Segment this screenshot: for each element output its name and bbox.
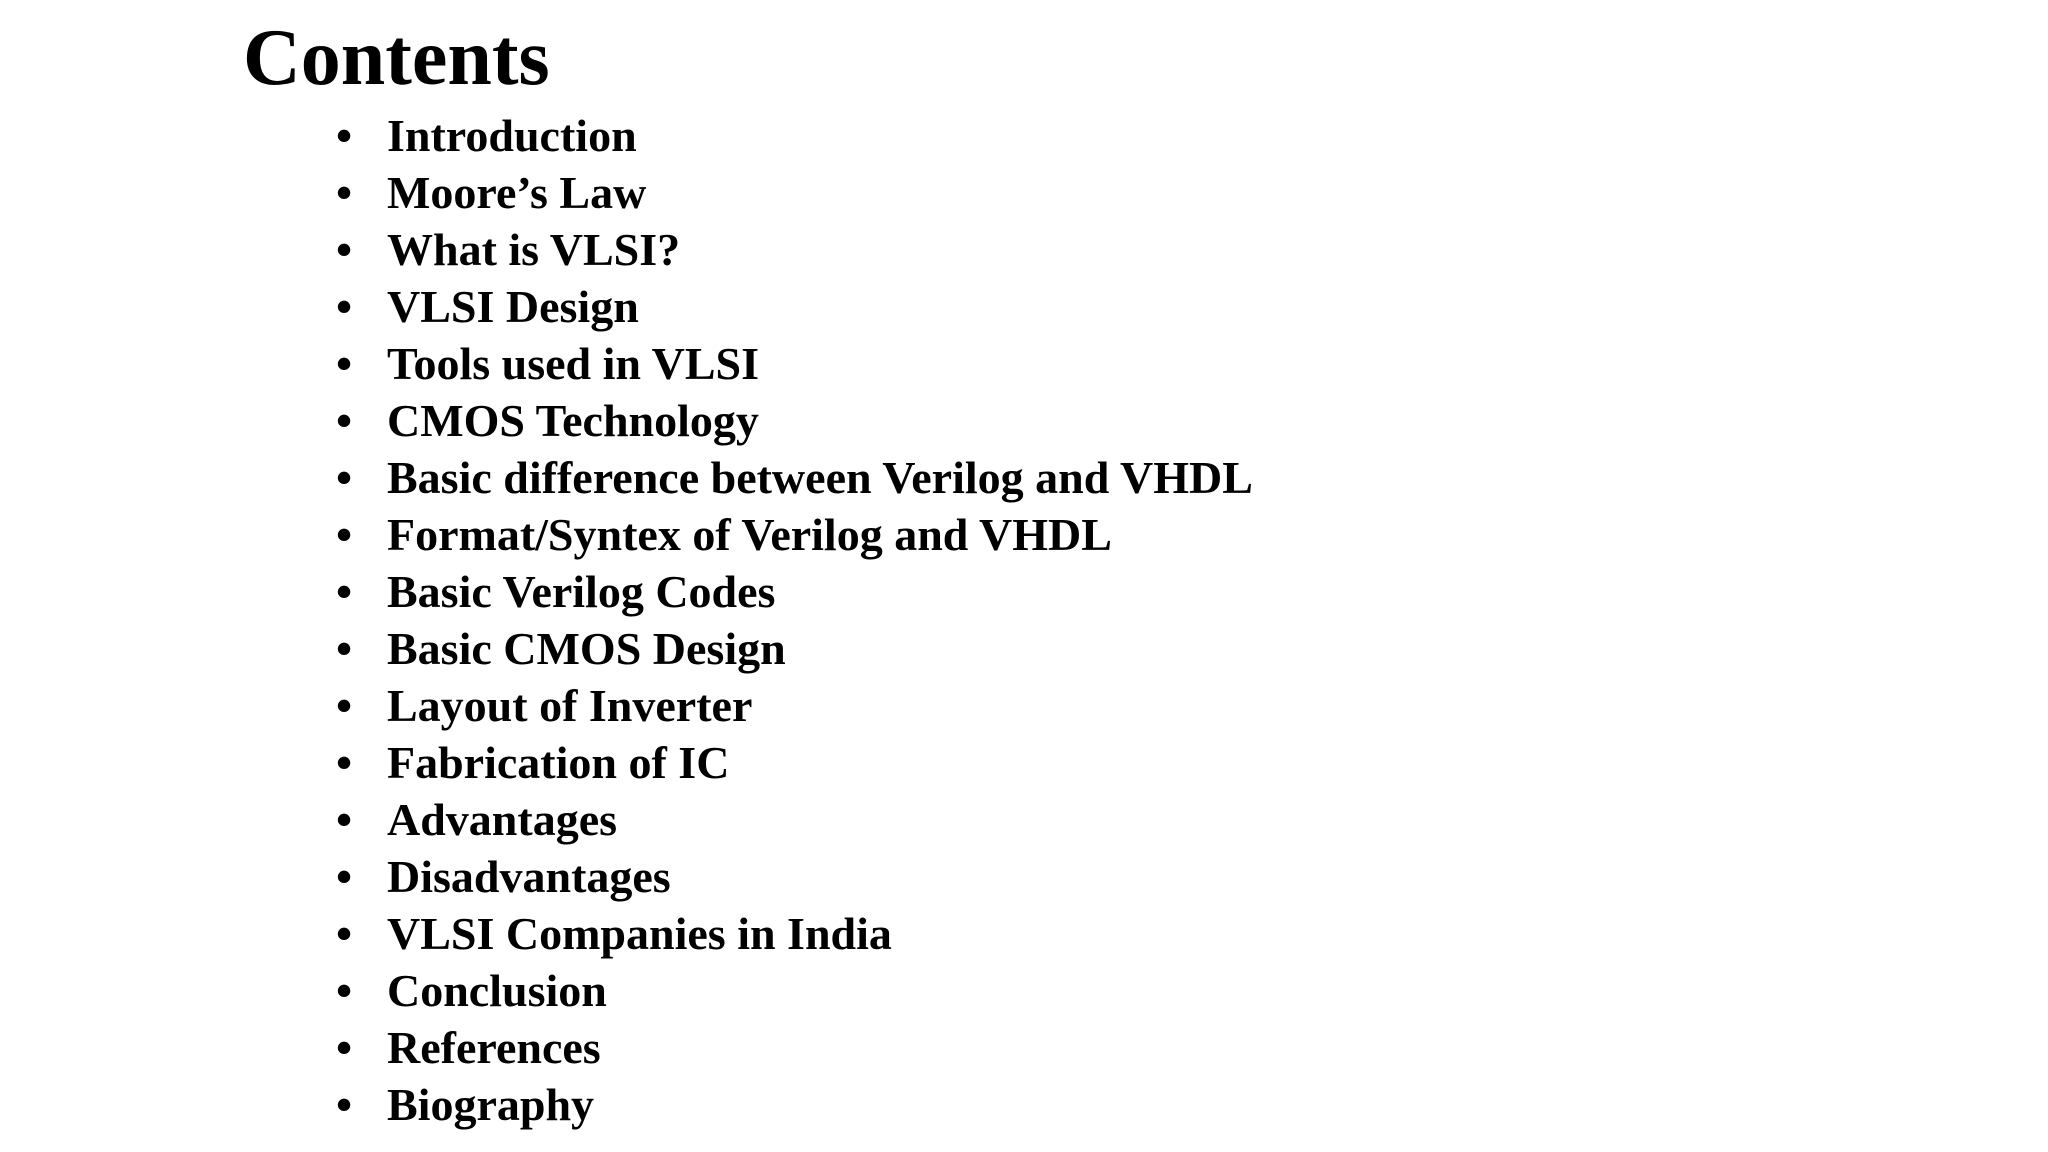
contents-item: • VLSI Companies in India [334,905,1253,962]
contents-item: • Basic difference between Verilog and VHDL [334,449,1253,506]
contents-item: • Moore’s Law [334,164,1253,221]
contents-item: • Tools used in VLSI [334,335,1253,392]
contents-item: • Biography [334,1076,1253,1133]
contents-item: • Advantages [334,791,1253,848]
contents-item: • Basic CMOS Design [334,620,1253,677]
contents-item: • Basic Verilog Codes [334,563,1253,620]
contents-item: • Fabrication of IC [334,734,1253,791]
contents-item: • References [334,1019,1253,1076]
slide-title: Contents [243,14,550,102]
contents-list [334,107,1253,1133]
contents-item: • CMOS Technology [334,392,1253,449]
contents-item: • Conclusion [334,962,1253,1019]
contents-item: • Format/Syntex of Verilog and VHDL [334,506,1253,563]
contents-item: • VLSI Design [334,278,1253,335]
contents-item: • Disadvantages [334,848,1253,905]
contents-item: • Layout of Inverter [334,677,1253,734]
contents-item: • Introduction [334,107,1253,164]
contents-item: • What is VLSI? [334,221,1253,278]
